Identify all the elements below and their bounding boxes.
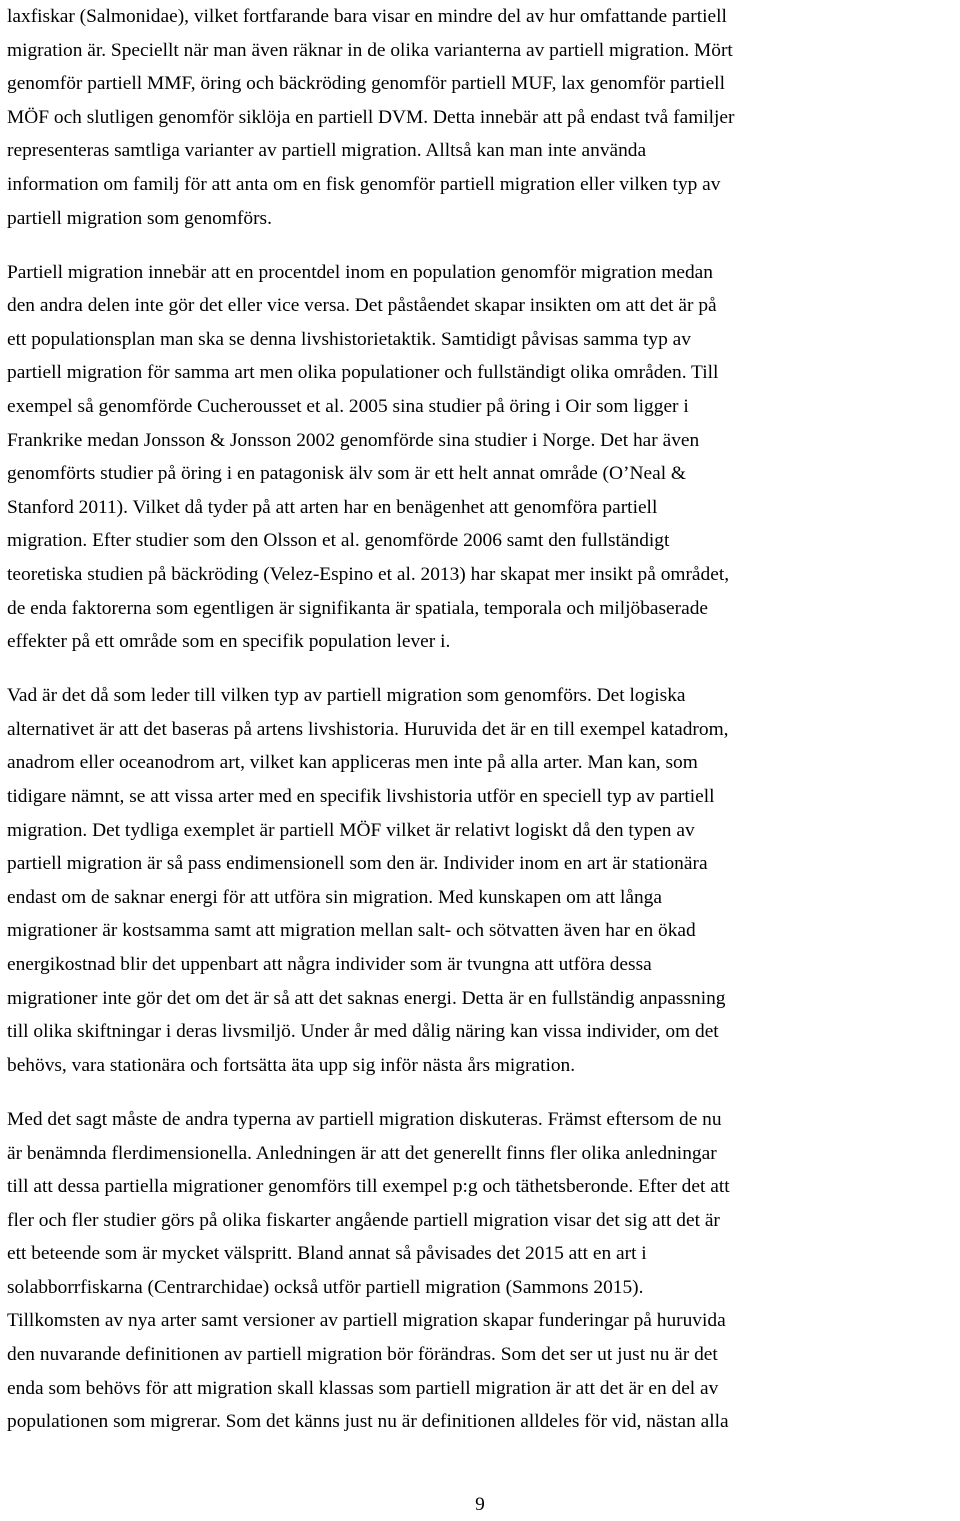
- text-line: ett populationsplan man ska se denna livshistorietaktik. Samtidigt påvisas samma typ av: [7, 328, 691, 350]
- text-line: anadrom eller oceanodrom art, vilket kan appliceras men inte på alla arter. Man kan, som: [7, 752, 698, 774]
- text-line: är benämnda flerdimensionella. Anledningen är att det generellt finns fler olika anledningar: [7, 1142, 717, 1164]
- text-line: Partiell migration innebär att en procentdel inom en population genomför migration medan: [7, 261, 713, 283]
- text-line: solabborrfiskarna (Centrarchidae) också utför partiell migration (Sammons 2015).: [7, 1276, 644, 1298]
- text-line: MÖF och slutligen genomför siklöja en partiell DVM. Detta innebär att på endast två familjer: [7, 106, 735, 128]
- text-line: information om familj för att anta om en fisk genomför partiell migration eller vilken typ av: [7, 173, 721, 195]
- text-line: energikostnad blir det uppenbart att några individer som är tvungna att utföra dessa: [7, 954, 652, 976]
- text-line: effekter på ett område som en specifik population lever i.: [7, 631, 451, 653]
- text-line: partiell migration för samma art men olika populationer och fullständigt olika områden. Till: [7, 362, 719, 384]
- text-line: partiell migration är så pass endimensionell som den är. Individer inom en art är stationära: [7, 853, 708, 875]
- text-line: exempel så genomförde Cucherousset et al. 2005 sina studier på öring i Oir som ligger i: [7, 396, 689, 418]
- text-line: migrationer är kostsamma samt att migration mellan salt- och sötvatten även har en ökad: [7, 920, 696, 942]
- text-line: tidigare nämnt, se att vissa arter med en specifik livshistoria utför en speciell typ av partiell: [7, 786, 715, 808]
- text-line: alternativet är att det baseras på artens livshistoria. Huruvida det är en till exempel katadrom,: [7, 718, 729, 740]
- text-line: populationen som migrerar. Som det känns just nu är definitionen alldeles för vid, nästan alla: [7, 1411, 729, 1433]
- text-line: de enda faktorerna som egentligen är signifikanta är spatiala, temporala och miljöbaserade: [7, 597, 709, 619]
- text-line: Stanford 2011). Vilket då tyder på att arten har en benägenhet att genomföra partiell: [7, 496, 658, 518]
- text-line: enda som behövs för att migration skall klassas som partiell migration är att det är en del av: [7, 1377, 719, 1399]
- paragraph-3: [7, 679, 957, 1082]
- text-line: fler och fler studier görs på olika fiskarter angående partiell migration visar det sig att det är: [7, 1209, 720, 1231]
- text-line: migration. Det tydliga exemplet är partiell MÖF vilket är relativt logiskt då den typen av: [7, 819, 695, 841]
- text-line: representeras samtliga varianter av partiell migration. Alltså kan man inte använda: [7, 140, 647, 162]
- text-line: Frankrike medan Jonsson & Jonsson 2002 genomförde sina studier i Norge. Det har även: [7, 429, 700, 451]
- text-line: Med det sagt måste de andra typerna av partiell migration diskuteras. Främst eftersom de nu: [7, 1108, 722, 1130]
- page-number: 9: [475, 1494, 485, 1515]
- document-page: [7, 0, 957, 1439]
- text-line: migration är. Speciellt när man även räknar in de olika varianterna av partiell migration. Mört: [7, 39, 733, 61]
- text-line: migration. Efter studier som den Olsson et al. genomförde 2006 samt den fullständigt: [7, 530, 670, 552]
- text-line: ett beteende som är mycket välspritt. Bland annat så påvisades det 2015 att en art i: [7, 1243, 647, 1265]
- paragraph-1: [7, 0, 957, 235]
- text-line: Tillkomsten av nya arter samt versioner av partiell migration skapar funderingar på huruvida: [7, 1310, 726, 1332]
- text-line: migrationer inte gör det om det är så att det saknas energi. Detta är en fullständig anpassning: [7, 987, 726, 1009]
- text-line: den andra delen inte gör det eller vice versa. Det påståendet skapar insikten om att det är på: [7, 295, 717, 317]
- text-line: till att dessa partiella migrationer genomförs till exempel p:g och täthetsberonde. Efter det att: [7, 1176, 730, 1198]
- text-line: till olika skiftningar i deras livsmiljö. Under år med dålig näring kan vissa individer, om det: [7, 1021, 719, 1043]
- text-line: behövs, vara stationära och fortsätta äta upp sig inför nästa års migration.: [7, 1054, 576, 1076]
- text-line: laxfiskar (Salmonidae), vilket fortfarande bara visar en mindre del av hur omfattande partiell: [7, 6, 727, 27]
- text-line: den nuvarande definitionen av partiell migration bör förändras. Som det ser ut just nu är det: [7, 1344, 718, 1366]
- text-line: genomför partiell MMF, öring och bäckröding genomför partiell MUF, lax genomför partiell: [7, 73, 725, 95]
- text-line: genomförts studier på öring i en patagonisk älv som är ett helt annat område (O’Neal &: [7, 463, 687, 485]
- paragraph-2: [7, 256, 957, 659]
- text-line: Vad är det då som leder till vilken typ av partiell migration som genomförs. Det logiska: [7, 685, 686, 707]
- text-line: partiell migration som genomförs.: [7, 207, 272, 229]
- text-line: teoretiska studien på bäckröding (Velez-Espino et al. 2013) har skapat mer insikt på området,: [7, 564, 730, 585]
- text-line: endast om de saknar energi för att utföra sin migration. Med kunskapen om att långa: [7, 886, 662, 908]
- paragraph-4: [7, 1103, 957, 1439]
